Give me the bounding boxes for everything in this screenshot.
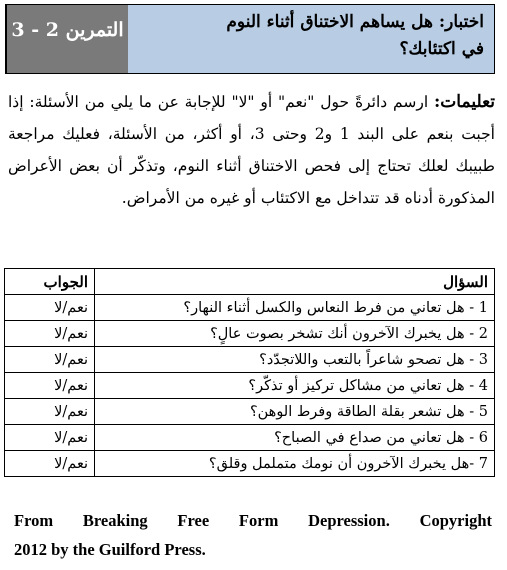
- exercise-title: [128, 5, 494, 73]
- table-row: [5, 321, 495, 347]
- answer-cell[interactable]: نعم/لا: [5, 321, 95, 347]
- copyright-line1: From Breaking Free Form Depression. Copyright: [14, 511, 492, 530]
- question-cell: 2 - هل يخبرك الآخرون أنك تشخر بصوت عالٍ؟: [95, 321, 495, 347]
- table-row: [5, 451, 495, 477]
- question-cell: 7 -هل يخبرك الآخرون أن نومك متململ وقلق؟: [95, 451, 495, 477]
- copyright-line2: 2012 by the Guilford Press.: [14, 540, 206, 559]
- answer-column-header: الجواب: [5, 269, 95, 295]
- question-cell: 4 - هل تعاني من مشاكل تركيز أو تذكّر؟: [95, 373, 495, 399]
- exercise-header: [5, 4, 495, 74]
- answer-cell[interactable]: نعم/لا: [5, 451, 95, 477]
- exercise-number-badge: [6, 5, 128, 73]
- questions-table: [4, 268, 495, 477]
- question-column-header: السؤال: [95, 269, 495, 295]
- answer-cell[interactable]: نعم/لا: [5, 399, 95, 425]
- table-row: [5, 373, 495, 399]
- copyright-notice: [14, 506, 492, 564]
- table-header-row: [5, 269, 495, 295]
- question-cell: 3 - هل تصحو شاعراً بالتعب واللاتجدّد؟: [95, 347, 495, 373]
- exercise-title-line1: اختبار: هل يساهم الاختناق أثناء النوم: [226, 12, 484, 32]
- instructions-paragraph: [8, 86, 495, 214]
- answer-cell[interactable]: نعم/لا: [5, 373, 95, 399]
- exercise-number: التمرين 2 - 3: [11, 19, 124, 41]
- question-cell: 5 - هل تشعر بقلة الطاقة وفرط الوهن؟: [95, 399, 495, 425]
- answer-cell[interactable]: نعم/لا: [5, 347, 95, 373]
- table-row: [5, 295, 495, 321]
- instructions-label: تعليمات:: [434, 92, 496, 112]
- answer-cell[interactable]: نعم/لا: [5, 295, 95, 321]
- question-cell: 1 - هل تعاني من فرط النعاس والكسل أثناء النهار؟: [95, 295, 495, 321]
- exercise-title-line2: في اكتئابك؟: [399, 39, 484, 59]
- answer-cell[interactable]: نعم/لا: [5, 425, 95, 451]
- question-cell: 6 - هل تعاني من صداع في الصباح؟: [95, 425, 495, 451]
- table-row: [5, 425, 495, 451]
- table-row: [5, 347, 495, 373]
- table-row: [5, 399, 495, 425]
- instructions-text: ارسم دائرةً حول "نعم" أو "لا" للإجابة عن ما يلي من الأسئلة: إذا أجبت بنعم على البند 1 و2 وحتى 3، أو أكثر، من الأسئلة، فعليك مراجعة طبيبك لعلك تحتاج إلى فحص الاختناق أثناء النوم، وتذكّر أن بعض الأعراض المذكورة أدناه قد تتداخل مع الاكتئاب أو غيره من الأمراض.: [8, 93, 495, 207]
